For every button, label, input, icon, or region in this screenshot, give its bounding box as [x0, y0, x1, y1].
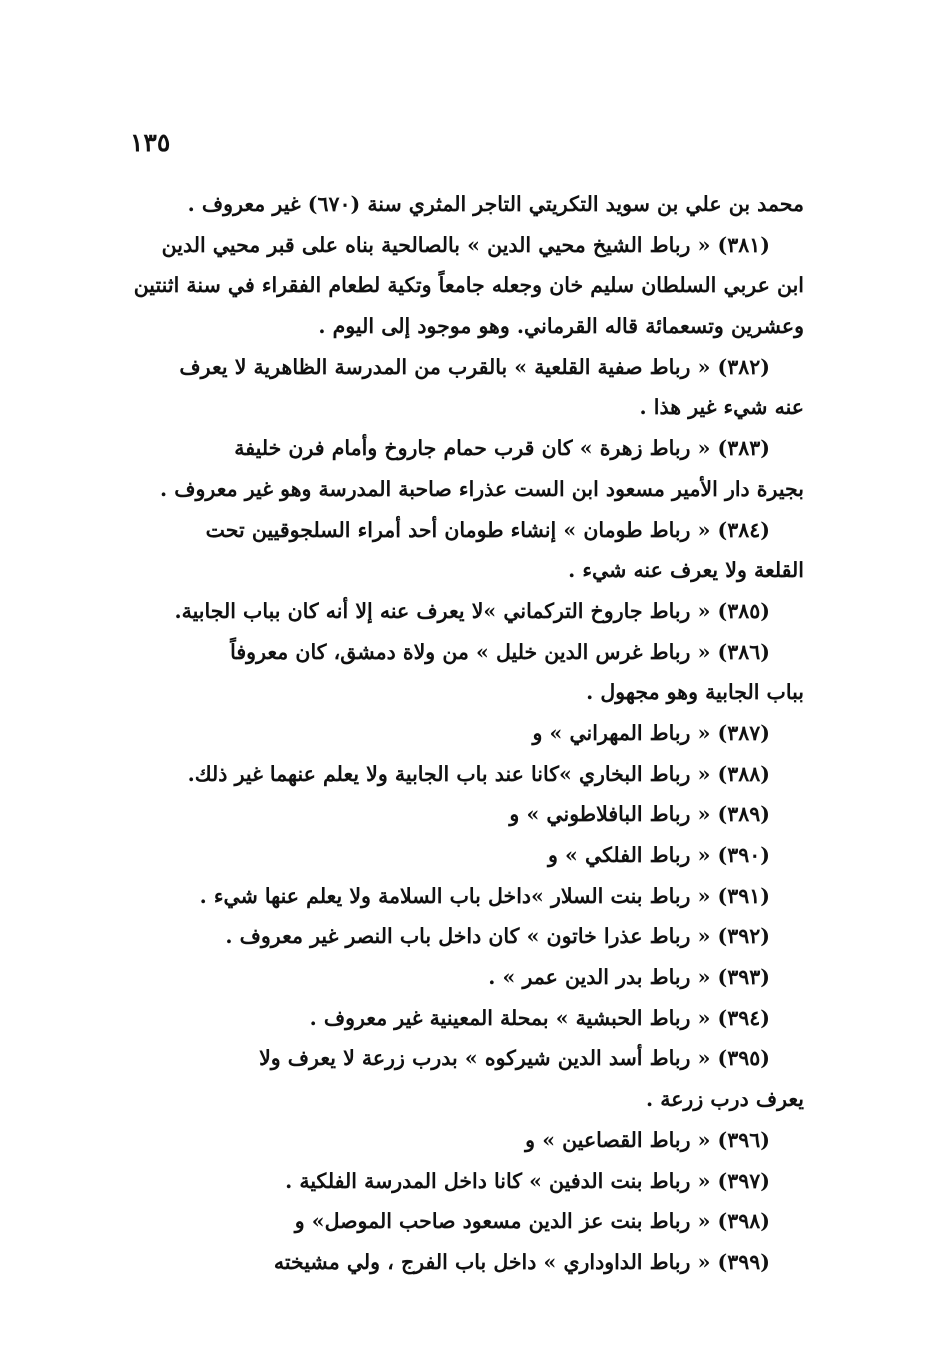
- text-line: (٣٩٠) « رباط الفلكي » و: [548, 843, 770, 867]
- text-line: (٣٩٢) « رباط عذرا خاتون » كان داخل باب النصر غير معروف .: [225, 924, 770, 949]
- text-line: (٣٨٣) « رباط زهرة » كان قرب حمام جاروخ وأمام فرن خليفة: [234, 436, 770, 461]
- text-line: (٣٨٢) « رباط صفية القلعية » بالقرب من المدرسة الظاهرية لا يعرف: [179, 354, 770, 379]
- text-line: (٣٨٦) « رباط غرس الدين خليل » من ولاة دمشق، كان معروفاً: [230, 639, 770, 664]
- body-text: [132, 184, 804, 1283]
- text-line: عنه شيء غير هذا .: [639, 395, 804, 420]
- text-line: (٣٨١) « رباط الشيخ محيي الدين » بالصالحية بناه على قبر محيي الدين: [161, 232, 770, 257]
- text-line: القلعة ولا يعرف عنه شيء .: [568, 558, 804, 583]
- text-line: (٣٩٣) « رباط بدر الدين عمر » .: [488, 965, 770, 990]
- text-line: (٣٩٦) « رباط القصاعين » و: [525, 1127, 770, 1152]
- page-number: ١٣٥: [130, 128, 171, 157]
- text-line: (٣٨٨) « رباط البخاري »كانا عند باب الجابية ولا يعلم عنهما غير ذلك.: [187, 761, 770, 786]
- text-line: (٣٨٤) « رباط طومان » إنشاء طومان أحد أمراء السلجوقيين تحت: [205, 517, 770, 542]
- text-line: بجيرة دار الأمير مسعود ابن الست عذراء صاحبة المدرسة وهو غير معروف .: [160, 476, 804, 501]
- text-line: (٣٩٧) « رباط بنت الدفين » كانا داخل المدرسة الفلكية .: [285, 1168, 770, 1193]
- text-line: (٣٨٥) « رباط جاروخ التركماني »لا يعرف عنه إلا أنه كان بباب الجابية.: [174, 598, 770, 623]
- text-line: (٣٩٨) « رباط بنت عز الدين مسعود صاحب الموصل» و: [294, 1209, 770, 1234]
- text-line: (٣٩١) « رباط بنت السلار »داخل باب السلامة ولا يعلم عنها شيء .: [199, 883, 770, 908]
- text-line: محمد بن علي بن سويد التكريتي التاجر المثري سنة (٦٧٠) غير معروف .: [187, 192, 804, 216]
- text-line: (٣٨٩) « رباط البافلاطوني » و: [509, 802, 770, 827]
- text-line: (٣٩٥) « رباط أسد الدين شيركوه » بدرب زرعة لا يعرف ولا: [259, 1046, 770, 1071]
- text-line: يعرف درب زرعة .: [645, 1087, 804, 1112]
- text-line: بباب الجابية وهو مجهول .: [586, 680, 804, 705]
- text-line: ابن عربي السلطان سليم خان وجعله جامعاً وتكية لطعام الفقراء في سنة اثنتين: [133, 273, 804, 298]
- text-line: وعشرين وتسعمائة قاله القرماني. وهو موجود إلى اليوم .: [318, 314, 804, 339]
- text-line: (٣٨٧) « رباط المهراني » و: [532, 720, 770, 745]
- text-line: (٣٩٤) « رباط الحبشية » بمحلة المعينية غير معروف .: [309, 1005, 770, 1030]
- text-line: (٣٩٩) « رباط الداوداري » داخل باب الفرج ، ولي مشيخته: [273, 1249, 770, 1274]
